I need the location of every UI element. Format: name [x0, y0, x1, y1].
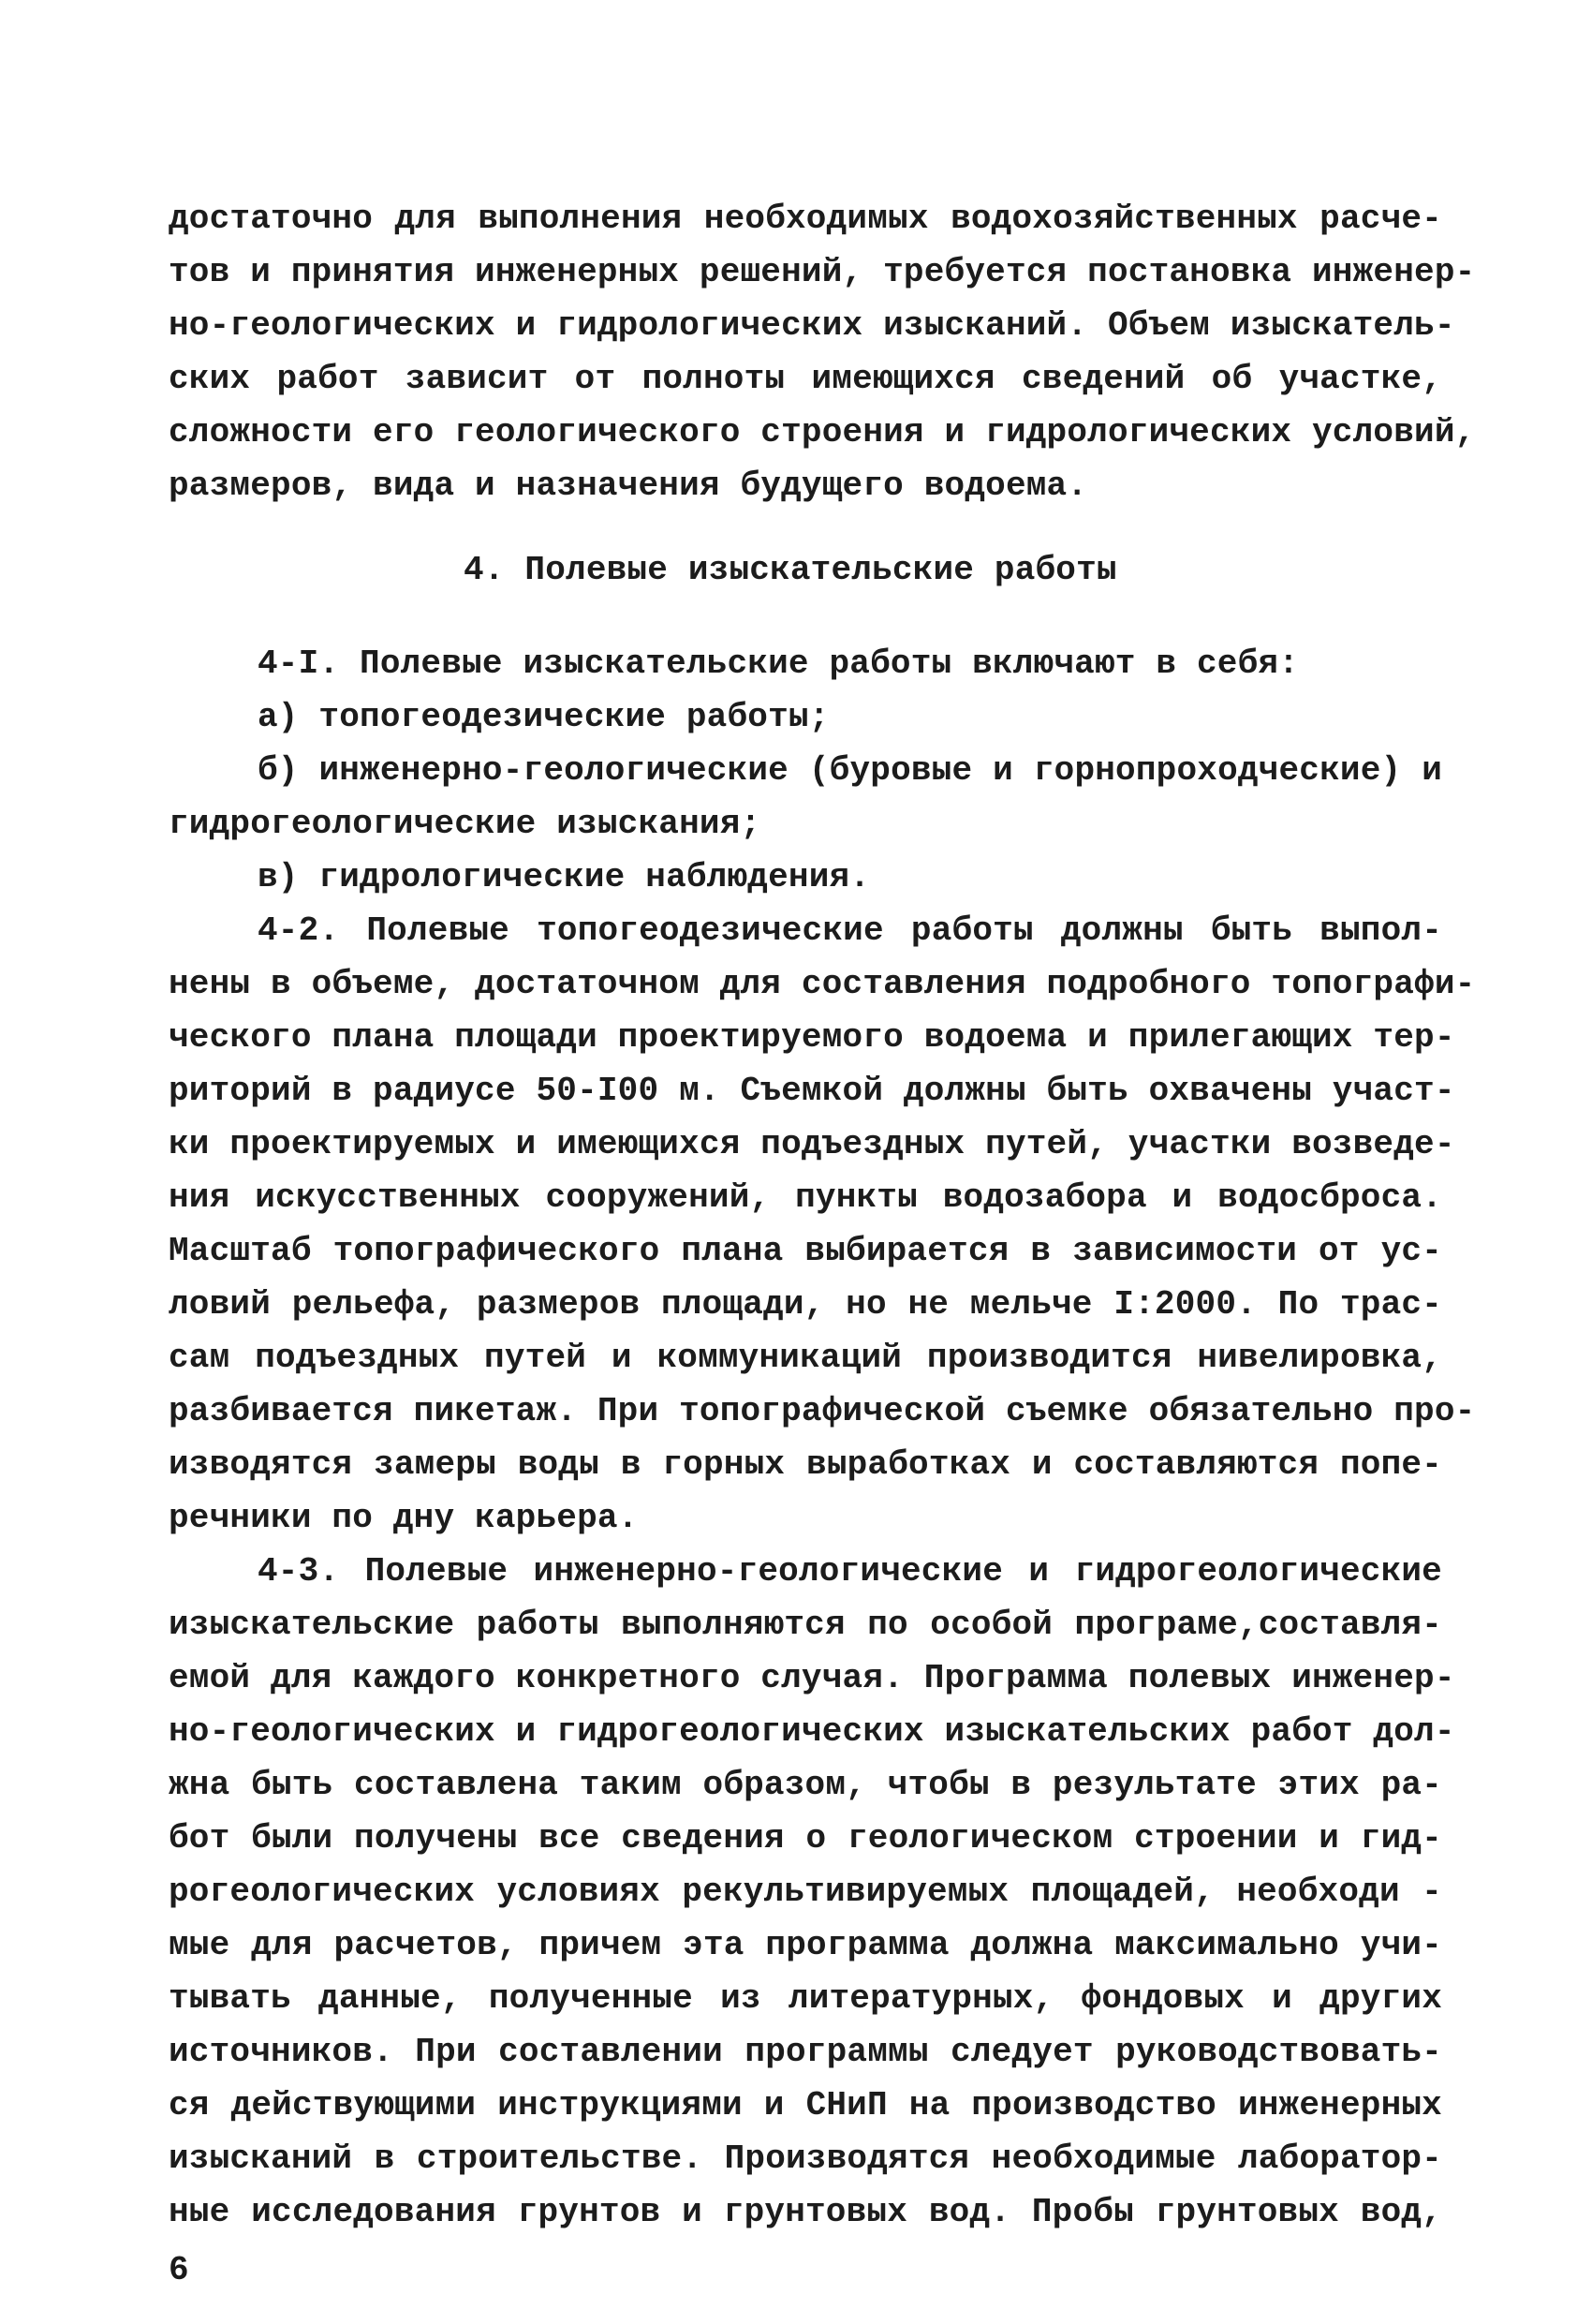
- text-line: источников. При составлении программы следует руководствовать-: [169, 2033, 1442, 2071]
- text-line: Масштаб топографического плана выбирается в зависимости от ус-: [169, 1232, 1442, 1270]
- text-line: сложности его геологического строения и гидрологических условий,: [169, 413, 1476, 451]
- text-line: ния искусственных сооружений, пункты водозабора и водосброса.: [169, 1178, 1442, 1217]
- text-line: разбивается пикетаж. При топографической съемке обязательно про-: [169, 1392, 1476, 1430]
- text-line: но-геологических и гидрологических изысканий. Объем изыскатель-: [169, 306, 1455, 345]
- text-line: изысканий в строительстве. Производятся необходимые лаборатор-: [169, 2139, 1442, 2178]
- text-line: ся действующими инструкциями и СНиП на производство инженерных: [169, 2086, 1442, 2124]
- text-line: тов и принятия инженерных решений, требуется постановка инженер-: [169, 253, 1476, 291]
- text-line: риторий в радиусе 50-I00 м. Съемкой должны быть охвачены участ-: [169, 1072, 1455, 1110]
- list-item: б) инженерно-геологические (буровые и горнопроходческие) и: [258, 751, 1442, 790]
- text-line: бот были получены все сведения о геологическом строении и гид-: [169, 1819, 1442, 1858]
- text-line: мые для расчетов, причем эта программа должна максимально учи-: [169, 1926, 1442, 1964]
- text-line: рогеологических условиях рекультивируемых площадей, необходи -: [169, 1873, 1442, 1911]
- text-line: жна быть составлена таким образом, чтобы в результате этих ра-: [169, 1766, 1442, 1804]
- text-line: ловий рельефа, размеров площади, но не мельче I:2000. По трас-: [169, 1285, 1442, 1324]
- text-line: достаточно для выполнения необходимых водохозяйственных расче-: [169, 200, 1442, 238]
- list-item: в) гидрологические наблюдения.: [258, 858, 871, 896]
- text-line: ских работ зависит от полноты имеющихся сведений об участке,: [169, 360, 1442, 398]
- text-line: размеров, вида и назначения будущего водоема.: [169, 466, 1088, 505]
- section-heading: 4. Полевые изыскательские работы: [464, 551, 1117, 589]
- text-line: речники по дну карьера.: [169, 1499, 639, 1537]
- text-line: изыскательские работы выполняются по особой програме,составля-: [169, 1606, 1442, 1644]
- text-line: ные исследования грунтов и грунтовых вод. Пробы грунтовых вод,: [169, 2193, 1442, 2231]
- list-item: а) топогеодезические работы;: [258, 698, 830, 736]
- text-line: гидрогеологические изыскания;: [169, 805, 761, 843]
- text-line: ческого плана площади проектируемого водоема и прилегающих тер-: [169, 1018, 1455, 1057]
- text-line: изводятся замеры воды в горных выработках и составляются попе-: [169, 1445, 1442, 1484]
- text-line: 4-3. Полевые инженерно-геологические и гидрогеологические: [258, 1552, 1442, 1591]
- text-line: емой для каждого конкретного случая. Программа полевых инженер-: [169, 1659, 1455, 1697]
- text-line: сам подъездных путей и коммуникаций производится нивелировка,: [169, 1339, 1442, 1377]
- page-number: 6: [169, 2251, 189, 2289]
- text-line: нены в объеме, достаточном для составления подробного топографи-: [169, 965, 1476, 1003]
- text-line: тывать данные, полученные из литературных, фондовых и других: [169, 1979, 1442, 2018]
- text-line: 4-I. Полевые изыскательские работы включают в себя:: [258, 644, 1299, 683]
- text-line: но-геологических и гидрогеологических изыскательских работ дол-: [169, 1712, 1455, 1751]
- text-line: ки проектируемых и имеющихся подъездных путей, участки возведе-: [169, 1125, 1455, 1163]
- text-line: 4-2. Полевые топогеодезические работы должны быть выпол-: [258, 911, 1442, 950]
